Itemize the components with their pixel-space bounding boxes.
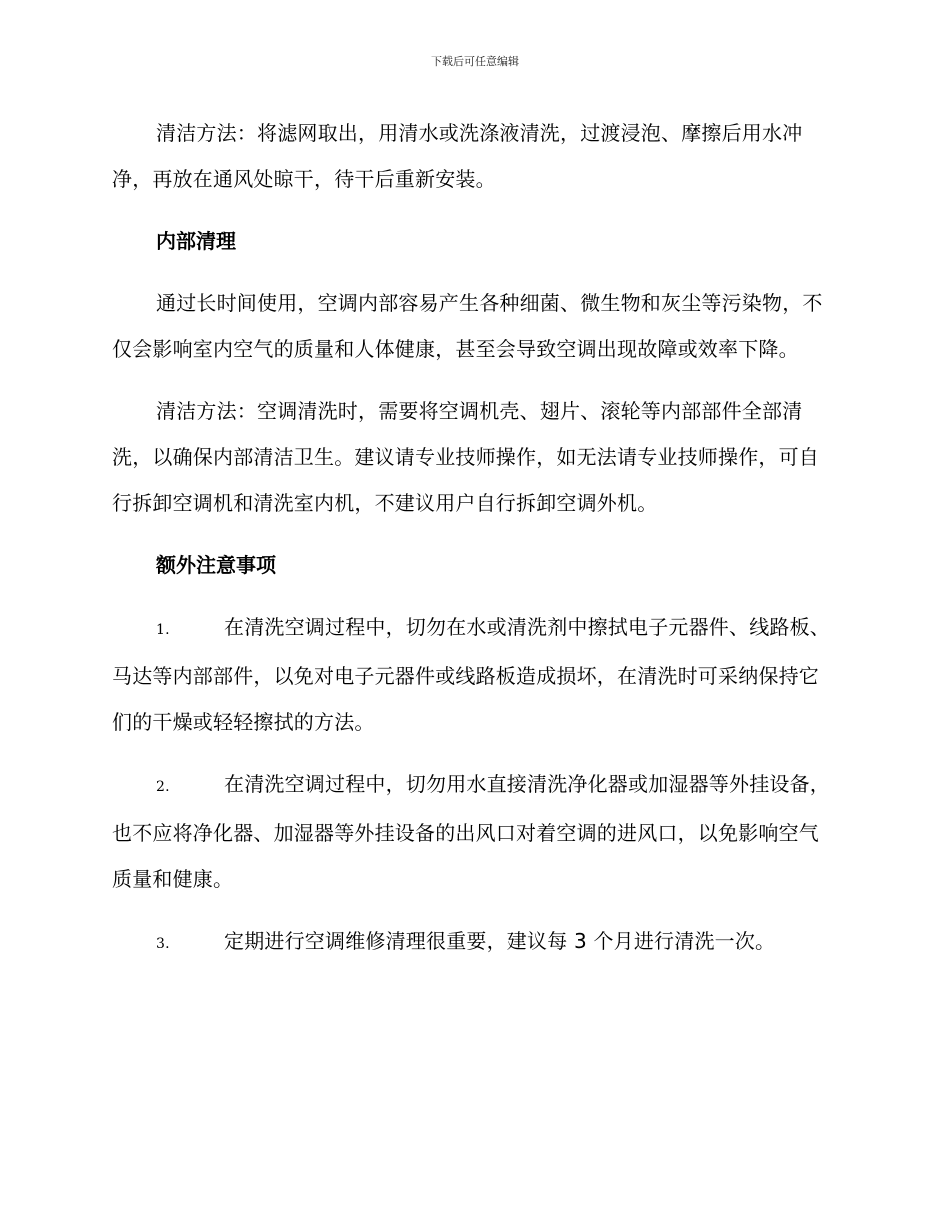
- internal-cleaning-heading: 内部清理: [156, 229, 236, 253]
- list-item: [112, 918, 838, 967]
- list-item-text: 在清洗空调过程中，切勿在水或清洗剂中擦拭电子元器件、线路板、马达等内部部件，以免对电子元器件或线路板造成损坏，在清洗时可采纳保持它们的干燥或轻轻擦拭的方法。: [112, 615, 830, 734]
- document-body: [112, 110, 838, 983]
- list-item-number: 2.: [156, 779, 170, 795]
- list-item-number: 3.: [156, 936, 170, 952]
- list-item-text: 在清洗空调过程中，切勿用水直接清洗净化器或加湿器等外挂设备，也不应将净化器、加湿器等外挂设备的出风口对着空调的进风口，以免影响空气质量和健康。: [112, 772, 830, 891]
- list-item: [112, 761, 838, 902]
- filter-cleaning-method: 清洁方法：将滤网取出，用清水或洗涤液清洗，过渡浸泡、摩擦后用水冲净，再放在通风处晾干，待干后重新安装。: [112, 121, 803, 191]
- list-item-text: 定期进行空调维修清理很重要，建议每 3 个月进行清洗一次。: [224, 929, 776, 953]
- internal-cleaning-method: 清洁方法：空调清洗时，需要将空调机壳、翅片、滚轮等内部部件全部清洗，以确保内部清洁卫生。建议请专业技师操作，如无法请专业技师操作，可自行拆卸空调机和清洗室内机，不建议用户自行拆卸空调外机。: [112, 399, 819, 515]
- list-item: [112, 604, 838, 745]
- internal-cleaning-paragraph: 通过长时间使用，空调内部容易产生各种细菌、微生物和灰尘等污染物，不仅会影响室内空气的质量和人体健康，甚至会导致空调出现故障或效率下降。: [112, 291, 823, 361]
- header-note: 下载后可任意编辑: [431, 55, 519, 68]
- extra-notes-heading: 额外注意事项: [156, 553, 276, 577]
- list-item-number: 1.: [156, 622, 170, 638]
